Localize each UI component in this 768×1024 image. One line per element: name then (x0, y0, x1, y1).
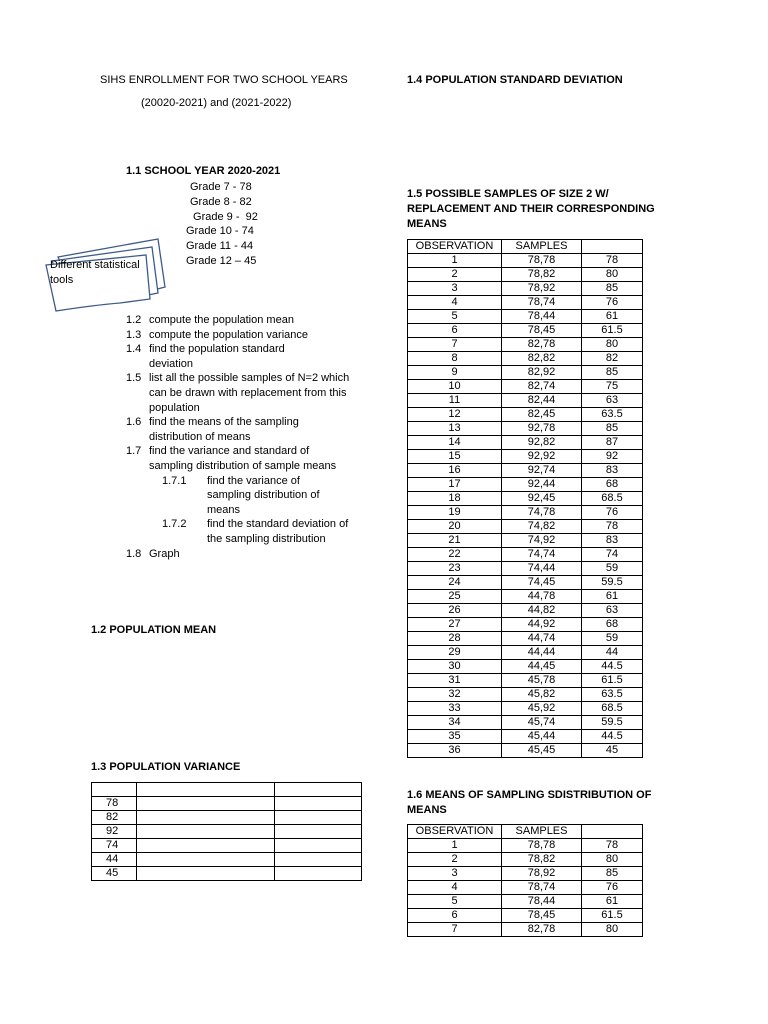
table-row (408, 506, 643, 520)
table-cell: 44,78 (502, 590, 582, 604)
table-cell: 23 (408, 562, 502, 576)
grade-line: Grade 11 - 44 (186, 240, 254, 253)
table-cell: 5 (408, 895, 502, 909)
task-item: 1.7.1 find the variance of sampling distribution of means (162, 474, 320, 516)
table-cell: 78,82 (502, 268, 582, 282)
table-cell: 92,44 (502, 478, 582, 492)
table-cell: 78,78 (502, 254, 582, 268)
table-cell: 74,78 (502, 506, 582, 520)
table-cell: 78,44 (502, 310, 582, 324)
table-cell: 17 (408, 478, 502, 492)
table-row (408, 576, 643, 590)
table-cell: 6 (408, 324, 502, 338)
task-item: 1.6 find the means of the sampling distribution of means (126, 416, 299, 443)
column-header (582, 240, 643, 254)
table-cell: 44,74 (502, 632, 582, 646)
column-header: OBSERVATION (408, 240, 502, 254)
table-cell: 76 (582, 506, 643, 520)
table-cell: 63 (582, 394, 643, 408)
table-row (408, 478, 643, 492)
table-cell: 87 (582, 436, 643, 450)
table-row (408, 702, 643, 716)
table-cell: 44,92 (502, 618, 582, 632)
table-row (408, 618, 643, 632)
table-row (92, 783, 362, 797)
table-row (408, 867, 643, 881)
table-cell: 25 (408, 590, 502, 604)
means-table (407, 824, 643, 937)
table-cell: 30 (408, 660, 502, 674)
table-cell: 78,45 (502, 324, 582, 338)
table-row: 78 (92, 797, 362, 811)
table-cell: 74,45 (502, 576, 582, 590)
table-cell: 29 (408, 646, 502, 660)
table-cell: 33 (408, 702, 502, 716)
table-cell: 10 (408, 380, 502, 394)
table-cell: 85 (582, 282, 643, 296)
table-cell: 80 (582, 853, 643, 867)
table-cell: 32 (408, 688, 502, 702)
table-row (408, 604, 643, 618)
column-header: OBSERVATION (408, 825, 502, 839)
table-row (408, 730, 643, 744)
table-cell: 44.5 (582, 730, 643, 744)
means-heading: 1.6 MEANS OF SAMPLING SDISTRIBUTION OF MEANS (407, 789, 652, 816)
column-header (582, 825, 643, 839)
table-cell: 8 (408, 352, 502, 366)
table-cell: 61.5 (582, 909, 643, 923)
table-cell: 78,44 (502, 895, 582, 909)
grade-line: Grade 7 - 78 (190, 181, 252, 193)
table-row (408, 520, 643, 534)
table-cell: 68.5 (582, 702, 643, 716)
table-cell: 5 (408, 310, 502, 324)
school-year-heading: 1.1 SCHOOL YEAR 2020-2021 (126, 165, 281, 177)
table-cell: 63.5 (582, 408, 643, 422)
table-cell: 74,92 (502, 534, 582, 548)
table-cell: 78,82 (502, 853, 582, 867)
table-cell: 74,82 (502, 520, 582, 534)
table-cell: 61.5 (582, 674, 643, 688)
table-cell: 2 (408, 268, 502, 282)
table-cell: 78 (582, 520, 643, 534)
table-row (408, 839, 643, 853)
table-cell: 78,92 (502, 282, 582, 296)
task-list (126, 313, 366, 561)
table-cell: 4 (408, 296, 502, 310)
task-item: 1.2 compute the population mean (126, 314, 294, 326)
table-cell: 78 (582, 254, 643, 268)
table-cell: 85 (582, 366, 643, 380)
table-cell: 45 (582, 744, 643, 758)
table-cell: 63 (582, 604, 643, 618)
table-row (408, 450, 643, 464)
table-row (408, 338, 643, 352)
table-cell: 45,92 (502, 702, 582, 716)
task-item: 1.7.2 find the standard deviation of the sampling distribution (162, 518, 349, 545)
table-cell: 11 (408, 394, 502, 408)
table-row: 74 (92, 839, 362, 853)
grades-list (186, 180, 258, 269)
table-row (408, 688, 643, 702)
table-cell: 92,78 (502, 422, 582, 436)
table-cell: 78,92 (502, 867, 582, 881)
table-cell: 19 (408, 506, 502, 520)
table-cell: 74,74 (502, 548, 582, 562)
table-cell: 16 (408, 464, 502, 478)
table-row (408, 254, 643, 268)
table-cell: 44 (582, 646, 643, 660)
table-cell: 45,44 (502, 730, 582, 744)
grade-line: Grade 12 – 45 (186, 254, 257, 267)
table-cell: 26 (408, 604, 502, 618)
table-cell: 9 (408, 366, 502, 380)
table-cell: 80 (582, 268, 643, 282)
table-row (408, 716, 643, 730)
table-cell: 82,45 (502, 408, 582, 422)
table-cell: 83 (582, 464, 643, 478)
document-title: SIHS ENROLLMENT FOR TWO SCHOOL YEARS (100, 74, 348, 86)
table-cell: 7 (408, 338, 502, 352)
table-row (408, 562, 643, 576)
task-item: 1.5 list all the possible samples of N=2 which can be drawn with replacement from this population (126, 372, 350, 414)
table-row (408, 632, 643, 646)
table-row (408, 646, 643, 660)
table-cell: 59 (582, 632, 643, 646)
task-item: 1.3 compute the population variance (126, 328, 308, 341)
table-cell: 44,45 (502, 660, 582, 674)
table-cell: 82,78 (502, 923, 582, 937)
table-cell: 59.5 (582, 716, 643, 730)
task-item: 1.4 find the population standard deviation (126, 343, 285, 370)
table-cell: 85 (582, 867, 643, 881)
table-cell: 45,78 (502, 674, 582, 688)
table-row (408, 310, 643, 324)
table-cell: 61 (582, 590, 643, 604)
table-row (408, 436, 643, 450)
table-cell: 92,45 (502, 492, 582, 506)
document-subtitle: (20020-2021) and (2021-2022) (141, 97, 292, 109)
table-cell: 76 (582, 296, 643, 310)
table-row (408, 492, 643, 506)
table-cell: 44.5 (582, 660, 643, 674)
table-row (408, 909, 643, 923)
table-row: 45 (92, 867, 362, 881)
table-cell: 78 (582, 839, 643, 853)
table-row: 82 (92, 811, 362, 825)
table-cell: 13 (408, 422, 502, 436)
table-row (408, 660, 643, 674)
table-cell: 59 (582, 562, 643, 576)
table-cell: 92,74 (502, 464, 582, 478)
table-header-row (408, 240, 643, 254)
table-cell: 4 (408, 881, 502, 895)
table-cell: 3 (408, 282, 502, 296)
table-row: 92 (92, 825, 362, 839)
table-cell: 20 (408, 520, 502, 534)
table-row (408, 408, 643, 422)
grade-line: Grade 10 - 74 (186, 225, 254, 238)
table-row (408, 380, 643, 394)
table-row (408, 548, 643, 562)
table-cell: 78,78 (502, 839, 582, 853)
task-item: 1.8 Graph (126, 547, 180, 560)
table-row (408, 366, 643, 380)
table-cell: 61.5 (582, 324, 643, 338)
table-row (408, 674, 643, 688)
table-cell: 45,82 (502, 688, 582, 702)
column-header: SAMPLES (502, 240, 582, 254)
table-row (408, 895, 643, 909)
table-cell: 7 (408, 923, 502, 937)
table-header-row (408, 825, 643, 839)
table-cell: 34 (408, 716, 502, 730)
variance-table (91, 782, 362, 881)
table-cell: 80 (582, 923, 643, 937)
table-cell: 12 (408, 408, 502, 422)
table-cell: 21 (408, 534, 502, 548)
table-cell: 68.5 (582, 492, 643, 506)
task-item: 1.7 find the variance and standard of sampling distribution of sample means (126, 445, 337, 472)
table-cell: 68 (582, 618, 643, 632)
table-cell: 31 (408, 674, 502, 688)
table-row (408, 422, 643, 436)
table-cell: 76 (582, 881, 643, 895)
table-row (408, 590, 643, 604)
table-row (408, 282, 643, 296)
table-row (408, 853, 643, 867)
table-row (408, 534, 643, 548)
table-cell: 59.5 (582, 576, 643, 590)
table-row (408, 923, 643, 937)
samples-table (407, 239, 643, 758)
table-cell: 82,82 (502, 352, 582, 366)
table-cell: 82 (582, 352, 643, 366)
sticker-text: Different statistical tools (50, 259, 140, 286)
table-cell: 83 (582, 534, 643, 548)
table-cell: 61 (582, 895, 643, 909)
table-cell: 24 (408, 576, 502, 590)
table-cell: 78,45 (502, 909, 582, 923)
table-cell: 44,44 (502, 646, 582, 660)
table-cell: 74 (582, 548, 643, 562)
samples-heading: 1.5 POSSIBLE SAMPLES OF SIZE 2 W/ REPLACEMENT AND THEIR CORRESPONDING MEANS (407, 188, 655, 230)
table-row (408, 464, 643, 478)
table-row (408, 296, 643, 310)
table-cell: 14 (408, 436, 502, 450)
table-cell: 92,82 (502, 436, 582, 450)
table-row (408, 881, 643, 895)
table-row (408, 744, 643, 758)
table-cell: 1 (408, 254, 502, 268)
std-dev-heading: 1.4 POPULATION STANDARD DEVIATION (407, 74, 623, 86)
population-mean-heading: 1.2 POPULATION MEAN (91, 624, 217, 636)
table-cell: 6 (408, 909, 502, 923)
table-row (408, 352, 643, 366)
column-header: SAMPLES (502, 825, 582, 839)
table-cell: 36 (408, 744, 502, 758)
table-cell: 74,44 (502, 562, 582, 576)
grade-line: Grade 9 - 92 (190, 210, 258, 223)
table-cell: 3 (408, 867, 502, 881)
table-row (408, 394, 643, 408)
table-cell: 78,74 (502, 881, 582, 895)
table-cell: 82,78 (502, 338, 582, 352)
table-cell: 44,82 (502, 604, 582, 618)
table-cell: 85 (582, 422, 643, 436)
table-cell: 2 (408, 853, 502, 867)
table-cell: 82,92 (502, 366, 582, 380)
grade-line: Grade 8 - 82 (190, 195, 252, 208)
table-cell: 15 (408, 450, 502, 464)
table-cell: 27 (408, 618, 502, 632)
table-cell: 82,44 (502, 394, 582, 408)
table-cell: 75 (582, 380, 643, 394)
table-cell: 92,92 (502, 450, 582, 464)
table-row (408, 268, 643, 282)
table-cell: 35 (408, 730, 502, 744)
table-cell: 68 (582, 478, 643, 492)
table-cell: 63.5 (582, 688, 643, 702)
table-cell: 82,74 (502, 380, 582, 394)
table-row: 44 (92, 853, 362, 867)
table-cell: 22 (408, 548, 502, 562)
table-cell: 18 (408, 492, 502, 506)
table-row (408, 324, 643, 338)
table-cell: 1 (408, 839, 502, 853)
population-variance-heading: 1.3 POPULATION VARIANCE (91, 761, 241, 773)
table-cell: 45,45 (502, 744, 582, 758)
table-cell: 61 (582, 310, 643, 324)
table-cell: 80 (582, 338, 643, 352)
table-cell: 28 (408, 632, 502, 646)
table-cell: 92 (582, 450, 643, 464)
table-cell: 45,74 (502, 716, 582, 730)
table-cell: 78,74 (502, 296, 582, 310)
